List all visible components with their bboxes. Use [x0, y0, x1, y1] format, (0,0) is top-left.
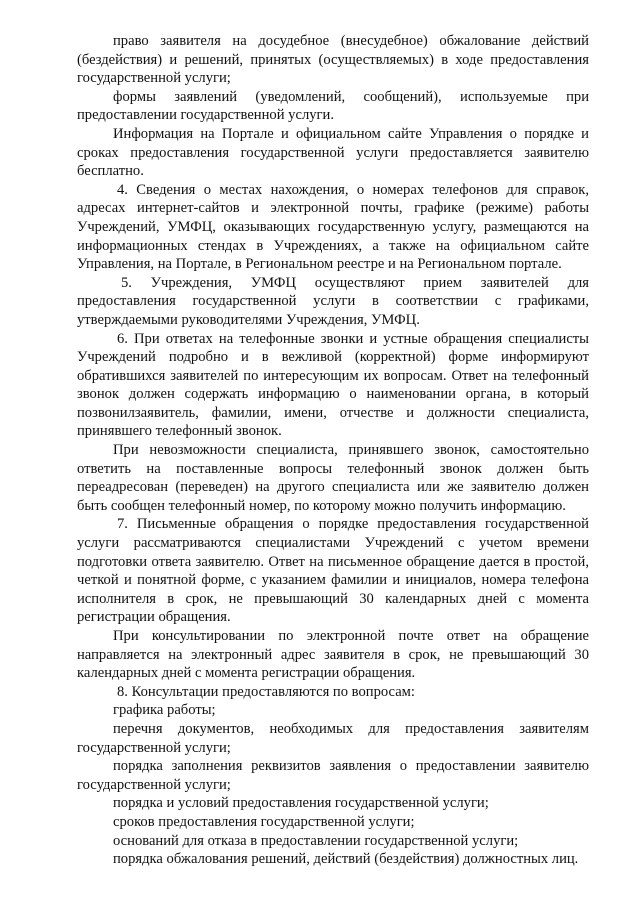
paragraph-forms: формы заявлений (уведомлений, сообщений), используемые при предоставлении государственной услуги. — [77, 88, 589, 124]
list-item-documents: перечня документов, необходимых для предоставления заявителям государственной услуги; — [77, 720, 589, 756]
list-item-schedule: графика работы; — [113, 702, 216, 719]
list-item-appeal: порядка обжалования решений, действий (бездействия) должностных лиц. — [113, 851, 579, 868]
paragraph-item-6: 6. При ответах на телефонные звонки и устные обращения специалисты Учреждений подробно и в вежливой (корректной) форме информируют обратившихся заявителей по интересующим их вопросам. Ответ на телефонный звонок должен содержать информацию о наименовании органа, в который позвонилзаявитель, фамилии, имени, отчестве и должности специалиста, принявшего телефонный звонок. — [77, 330, 589, 440]
list-item-requisites: порядка заполнения реквизитов заявления о предоставлении заявителю государственной услуги; — [77, 758, 589, 793]
paragraph-item-7: 7. Письменные обращения о порядке предоставления государственной услуги рассматриваются специалистами Учреждений с учетом времени подготовки ответа заявителю. Ответ на письменное обращение дается в простой, четкой и понятной форме, с указанием фамилии и инициалов, номера телефона исполнителя в срок, не превышающий 30 календарных дней с момента регистрации обращения. — [77, 516, 589, 626]
list-item-terms: сроков предоставления государственной услуги; — [113, 813, 415, 830]
document-page — [77, 32, 589, 869]
paragraph-item-4: 4. Сведения о местах нахождения, о номерах телефонов для справок, адресах интернет-сайтов и электронной почты, графике (режиме) работы Учреждений, УМФЦ, оказывающих государственную услугу, размещаются на информационных стендах в Учреждениях, а также на официальном сайте Управления, на Портале, в Региональном реестре и на Региональном портале. — [77, 181, 589, 273]
list-item-refusal: оснований для отказа в предоставлении государственной услуги; — [113, 832, 519, 849]
paragraph-email: При консультировании по электронной почте ответ на обращение направляется на электронный адрес заявителя в срок, не превышающий 30 календарных дней с момента регистрации обращения. — [77, 628, 589, 682]
paragraph-portal-info: Информация на Портале и официальном сайте Управления о порядке и сроках предоставления государственной услуги предоставляется заявителю бесплатно. — [77, 125, 589, 180]
list-item-conditions: порядка и условий предоставления государственной услуги; — [113, 795, 489, 812]
paragraph-item-8: 8. Консультации предоставляются по вопросам: — [117, 683, 415, 700]
paragraph-item-5: 5. Учреждения, УМФЦ осуществляют прием заявителей для предоставления государственной услуги в соответствии с графиками, утверждаемыми руководителями Учреждения, УМФЦ. — [77, 274, 589, 328]
paragraph-redirect: При невозможности специалиста, принявшего звонок, самостоятельно ответить на поставленные вопросы телефонный звонок должен быть переадресован (переведен) на другого специалиста или же заявителю должен быть сообщен телефонный номер, по которому можно получить информацию. — [77, 442, 589, 514]
paragraph-appeal-right: право заявителя на досудебное (внесудебное) обжалование действий (бездействия) и решений, принятых (осуществляемых) в ходе предоставления государственной услуги; — [77, 33, 589, 87]
